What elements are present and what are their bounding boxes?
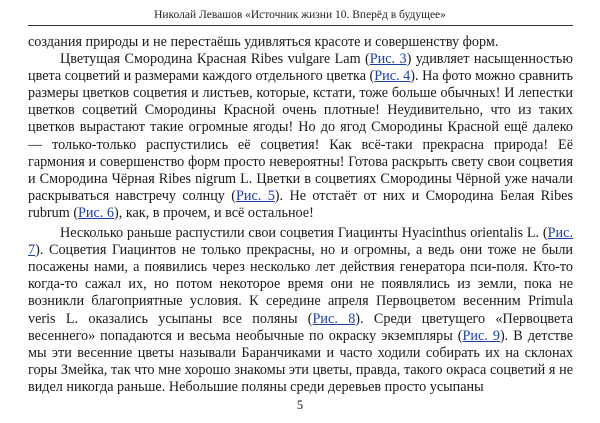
paragraph-text: создания природы и не перестаёшь удивляться красоте и совершенству форм. <box>28 34 499 50</box>
paragraph-text: ), как, в прочем, и всё остальное! <box>114 204 314 221</box>
figure-link-3[interactable]: Рис. 3 <box>369 51 407 68</box>
paragraph-text: ). В детстве мы эти весенние цветы называли Баранчиками и часто ходили собирать их на склонах горы Змейка, так что мне хорошо знакомы эти цветы, правда, такого окраса соцветий я не видел никогда раньше. Небольшие поляны среди деревьев просто усыпаны <box>28 327 574 395</box>
paragraph-text: ). Не отстаёт от них и Смородина Белая Ribes rubrum ( <box>28 187 574 221</box>
paragraph-text: ). Соцветия Гиацинтов не только прекрасны, но и огромны, а ведь они тоже не были посажены нами, а появились через несколько лет действия генератора пси-поля. Кто-то когда-то сажал их, но потом некоторое время они не появлялись из земли, пока не возникли благоприятные условия. К середине апреля Первоцветом весенним Primula veris L. оказались усыпаны все поляны ( <box>28 242 573 327</box>
running-header-title: Николай Левашов «Источник жизни 10. Вперёд в будущее» <box>154 9 446 21</box>
running-header <box>0 8 600 22</box>
paragraph-text: ). Среди цветущего «Первоцвета весеннего» попадаются и весьма необычные по окраску экземпляры ( <box>28 310 574 344</box>
paragraph-text: ) удивляет насыщенностью цвета соцветий и размерами каждого отдельного цветка ( <box>28 51 573 85</box>
figure-link-6[interactable]: Рис. 6 <box>78 204 115 221</box>
paragraph-text: Несколько раньше распустили свои соцветия Гиацинты Hyacinthus orientalis L. ( <box>60 225 548 242</box>
page-body <box>28 34 573 396</box>
header-divider <box>28 25 573 26</box>
page-number: 5 <box>296 398 304 412</box>
paragraph-text: Цветущая Смородина Красная Ribes vulgare Lam ( <box>60 51 370 68</box>
figure-link-9[interactable]: Рис. 9 <box>462 327 500 344</box>
paragraph-3 <box>28 225 573 396</box>
figure-link-8[interactable]: Рис. 8 <box>312 310 356 327</box>
figure-link-7[interactable]: Рис. 7 <box>28 225 573 259</box>
paragraph-text: ). На фото можно сравнить размеры цветков соцветия и листьев, которые, кстати, тоже больше обычных! И лепестки цветков соцветий Смородины Красной очень плотные! Неудивительно, что из таких цветков вырастают такие огромные ягоды! Но до ягод Смородины Красной ещё далеко — только-только распустились её соцветия! Как всё-таки прекрасна природа! Её гармония и совершенство форм просто невероятны! Готова раскрыть свету свои соцветия и Смородина Чёрная Ribes nigrum L. Цветки в соцветиях Смородины Чёрной уже начали раскрываться навстречу солнцу ( <box>28 68 573 204</box>
figure-link-4[interactable]: Рис. 4 <box>374 68 411 85</box>
paragraph-1 <box>28 34 573 51</box>
figure-link-5[interactable]: Рис. 5 <box>236 187 275 204</box>
paragraph-2 <box>28 51 573 222</box>
